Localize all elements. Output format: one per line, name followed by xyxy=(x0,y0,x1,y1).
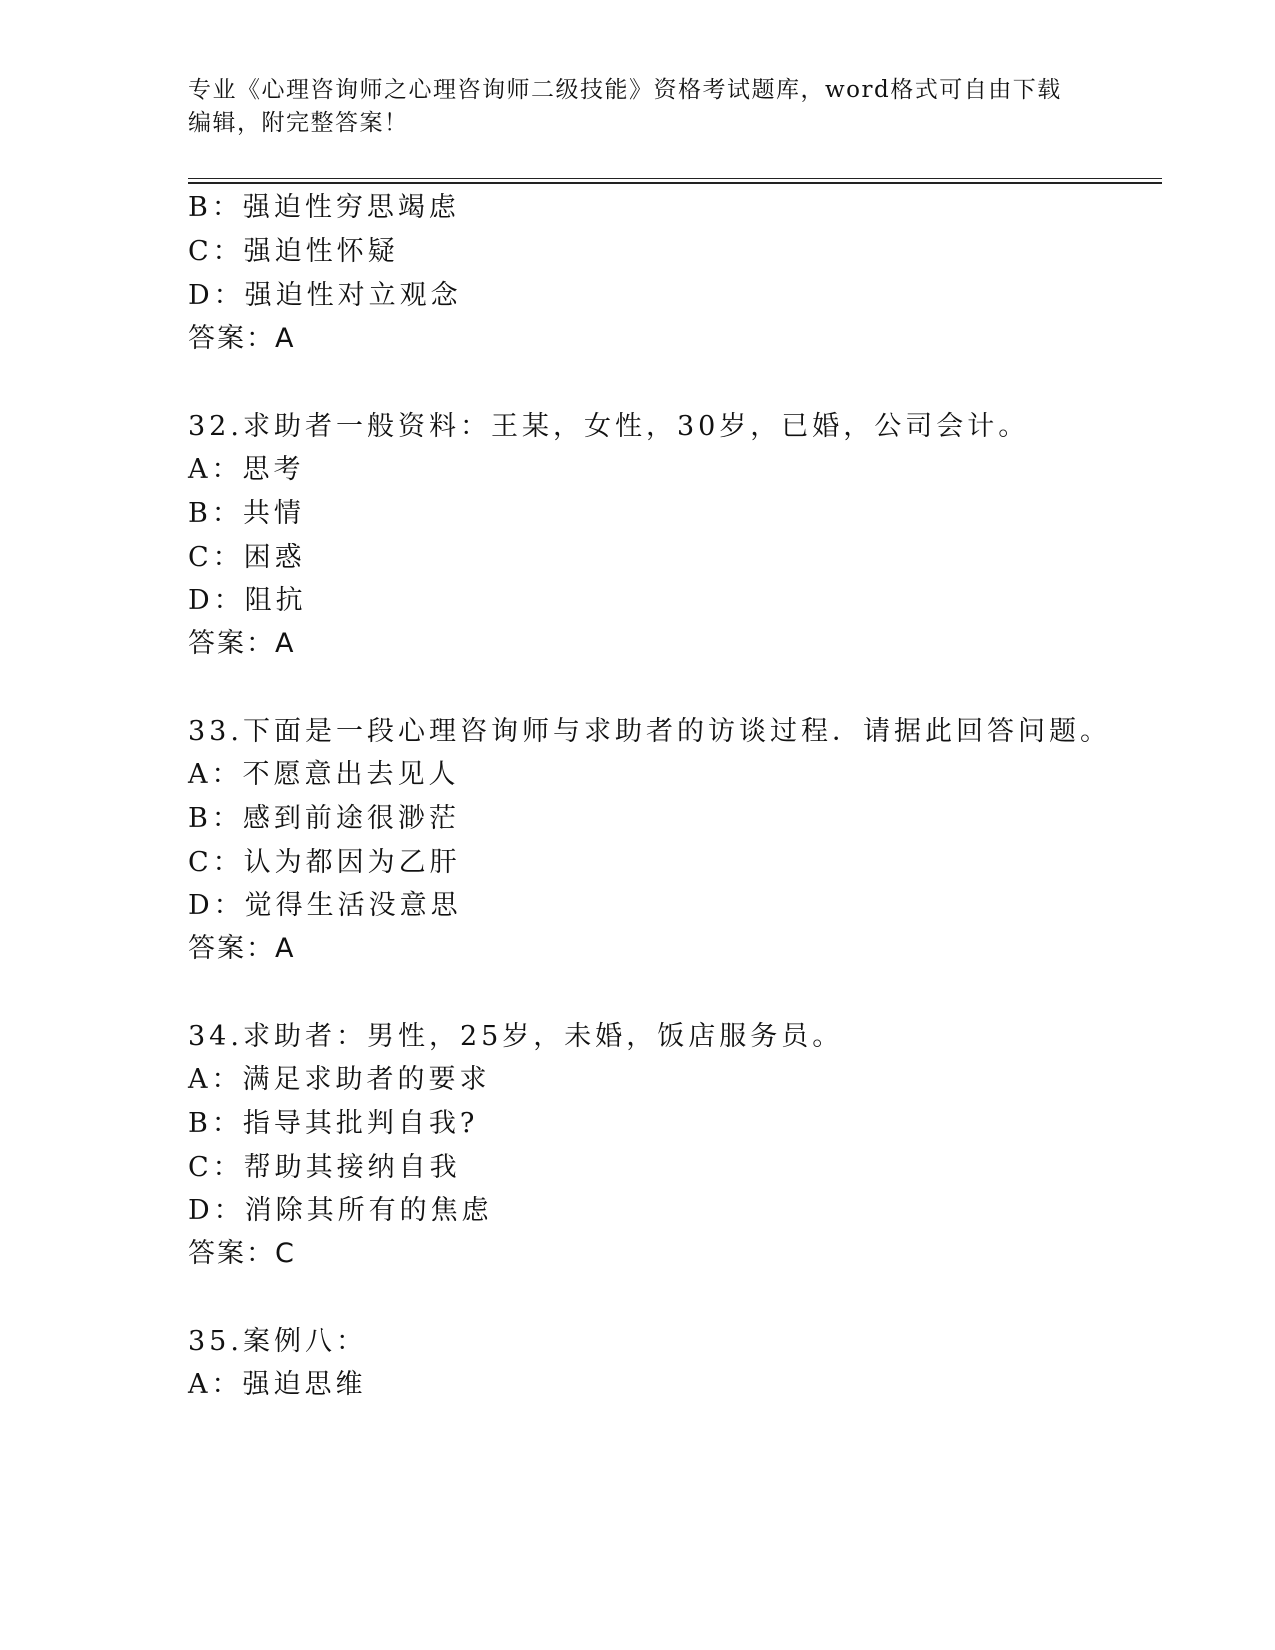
q32-option-d: D：阻抗 xyxy=(188,585,307,616)
q33-question: 33.下面是一段心理咨询师与求助者的访谈过程．请据此回答问题。 xyxy=(188,716,1111,747)
q32-option-b: B：共情 xyxy=(188,498,305,529)
header-line-2: 编辑，附完整答案！ xyxy=(188,110,409,136)
q33-answer: 答案：A xyxy=(188,933,296,964)
q32-answer: 答案：A xyxy=(188,628,296,659)
header-line-1: 专业《心理咨询师之心理咨询师二级技能》资格考试题库，word格式可自由下载 xyxy=(188,77,1062,103)
q32-option-a: A：思考 xyxy=(188,454,305,485)
q31-option-b: B：强迫性穷思竭虑 xyxy=(188,192,460,223)
q33-option-a: A：不愿意出去见人 xyxy=(188,759,460,790)
q35-option-a: A：强迫思维 xyxy=(188,1369,367,1400)
document-header xyxy=(188,74,1088,140)
q33-option-b: B：感到前途很渺茫 xyxy=(188,803,460,834)
q34-option-d: D：消除其所有的焦虑 xyxy=(188,1195,493,1226)
q34-option-a: A：满足求助者的要求 xyxy=(188,1064,491,1095)
q32-option-c: C：困惑 xyxy=(188,542,306,573)
q32-question: 32.求助者一般资料：王某，女性，30岁，已婚，公司会计。 xyxy=(188,411,1030,442)
q31-option-d: D：强迫性对立观念 xyxy=(188,280,462,311)
q33-option-d: D：觉得生活没意思 xyxy=(188,890,462,921)
q34-option-b: B：指导其批判自我? xyxy=(188,1108,479,1139)
q34-question: 34.求助者：男性，25岁，未婚，饭店服务员。 xyxy=(188,1021,844,1052)
q33-option-c: C：认为都因为乙肝 xyxy=(188,847,461,878)
q31-answer: 答案：A xyxy=(188,323,296,354)
q35-question: 35.案例八： xyxy=(188,1326,367,1357)
q31-option-c: C：强迫性怀疑 xyxy=(188,236,399,267)
header-divider-thick xyxy=(188,182,1162,184)
q34-answer: 答案：C xyxy=(188,1238,296,1269)
q34-option-c: C：帮助其接纳自我 xyxy=(188,1152,461,1183)
header-divider-thin xyxy=(188,178,1162,179)
